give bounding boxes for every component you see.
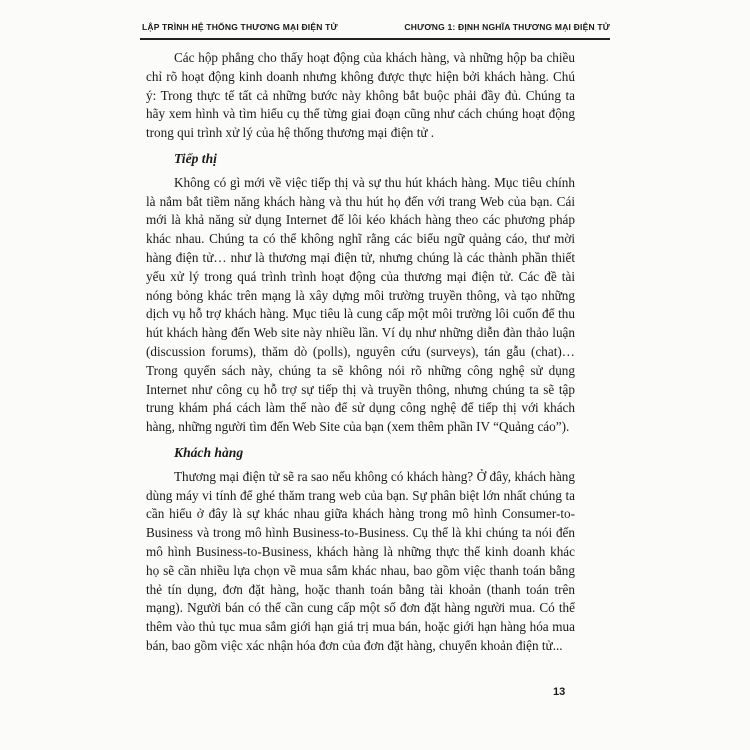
running-header xyxy=(142,22,610,36)
intro-paragraph: Các hộp phẳng cho thấy hoạt động của khách hàng, và những hộp ba chiều chỉ rõ hoạt động kinh doanh nhưng không được thực hiện bởi khách hàng. Chú ý: Trong thực tế tất cả những bước này không bắt buộc phải đầy đủ. Chúng ta hãy xem hình và tìm hiểu cụ thể từng giai đoạn cũng như cách chúng hoạt động trong qui trình xử lý của hệ thống thương mại điện tử . xyxy=(146,50,575,141)
header-book-title: LẬP TRÌNH HỆ THỐNG THƯƠNG MẠI ĐIỆN TỬ xyxy=(142,22,338,32)
section-paragraph-customers: Thương mại điện tử sẽ ra sao nếu không có khách hàng? Ở đây, khách hàng dùng máy vi tính để ghé thăm trang web của bạn. Sự phân biệt lớn nhất chúng ta cần hiểu ở đây là sự khác nhau giữa khách hàng trong mô hình Consumer-to-Business và trong mô hình Business-to-Business. Cụ thể là khi chúng ta nói đến mô hình Business-to-Business, khách hàng là những thực thể kinh doanh khác họ sẽ cần nhiều lựa chọn về mua sắm khác nhau, bao gồm việc thanh toán bằng thẻ tín dụng, đơn đặt hàng, hoặc thanh toán bằng tài khoản (thanh toán trên mạng). Người bán có thể cần cung cấp một số đơn đặt hàng người mua. Có thể thêm vào thủ tục mua sắm giới hạn giá trị mua bán, hoặc giới hạn hàng hóa mua bán, bao gồm việc xác nhận hóa đơn của đơn đặt hàng, chuyển khoản điện tử... xyxy=(146,468,575,653)
section-heading-customers: Khách hàng xyxy=(174,444,244,460)
page-number: 13 xyxy=(553,686,566,698)
section-heading-marketing: Tiếp thị xyxy=(174,150,217,166)
header-divider xyxy=(140,38,610,40)
page-body xyxy=(146,49,575,656)
section-paragraph-marketing: Không có gì mới về việc tiếp thị và sự thu hút khách hàng. Mục tiêu chính là nắm bắt tiềm năng khách hàng và thu hút họ đến với trang Web của bạn. Cái mới là khả năng sử dụng Internet để lôi kéo khách hàng theo các phương pháp khác nhau. Chúng ta có thể không nghĩ rằng các biểu ngữ quảng cáo, thư mời hàng điện tử… như là thương mại điện tử, nhưng chúng là các thành phần thiết yếu xử lý trong quá trình trình hoạt động của thương mại điện tử. Các đề tài nóng bỏng khác trên mạng là xây dựng môi trường truyền thông, và tạo những dịch vụ hỗ trợ khách hàng. Mục tiêu là cung cấp một môi trường lôi cuốn để thu hút khách hàng đến Web site này nhiều lần. Ví dụ như những diễn đàn thảo luận (discussion forums), thăm dò (polls), nguyên cứu (surveys), tán gẫu (chat)… Trong quyển sách này, chúng ta sẽ không nói rõ những công nghệ sử dụng Internet như công cụ hỗ trợ sự tiếp thị và truyền thông, nhưng chúng ta sẽ tập trung khám phá cách làm thế nào để sử dụng công nghệ để tiếp thị với khách hàng, những người tìm đến Web Site của bạn (xem thêm phần IV “Quảng cáo”). xyxy=(146,174,575,435)
header-chapter-title: CHƯƠNG 1: ĐỊNH NGHĨA THƯƠNG MẠI ĐIỆN TỬ xyxy=(404,22,610,32)
